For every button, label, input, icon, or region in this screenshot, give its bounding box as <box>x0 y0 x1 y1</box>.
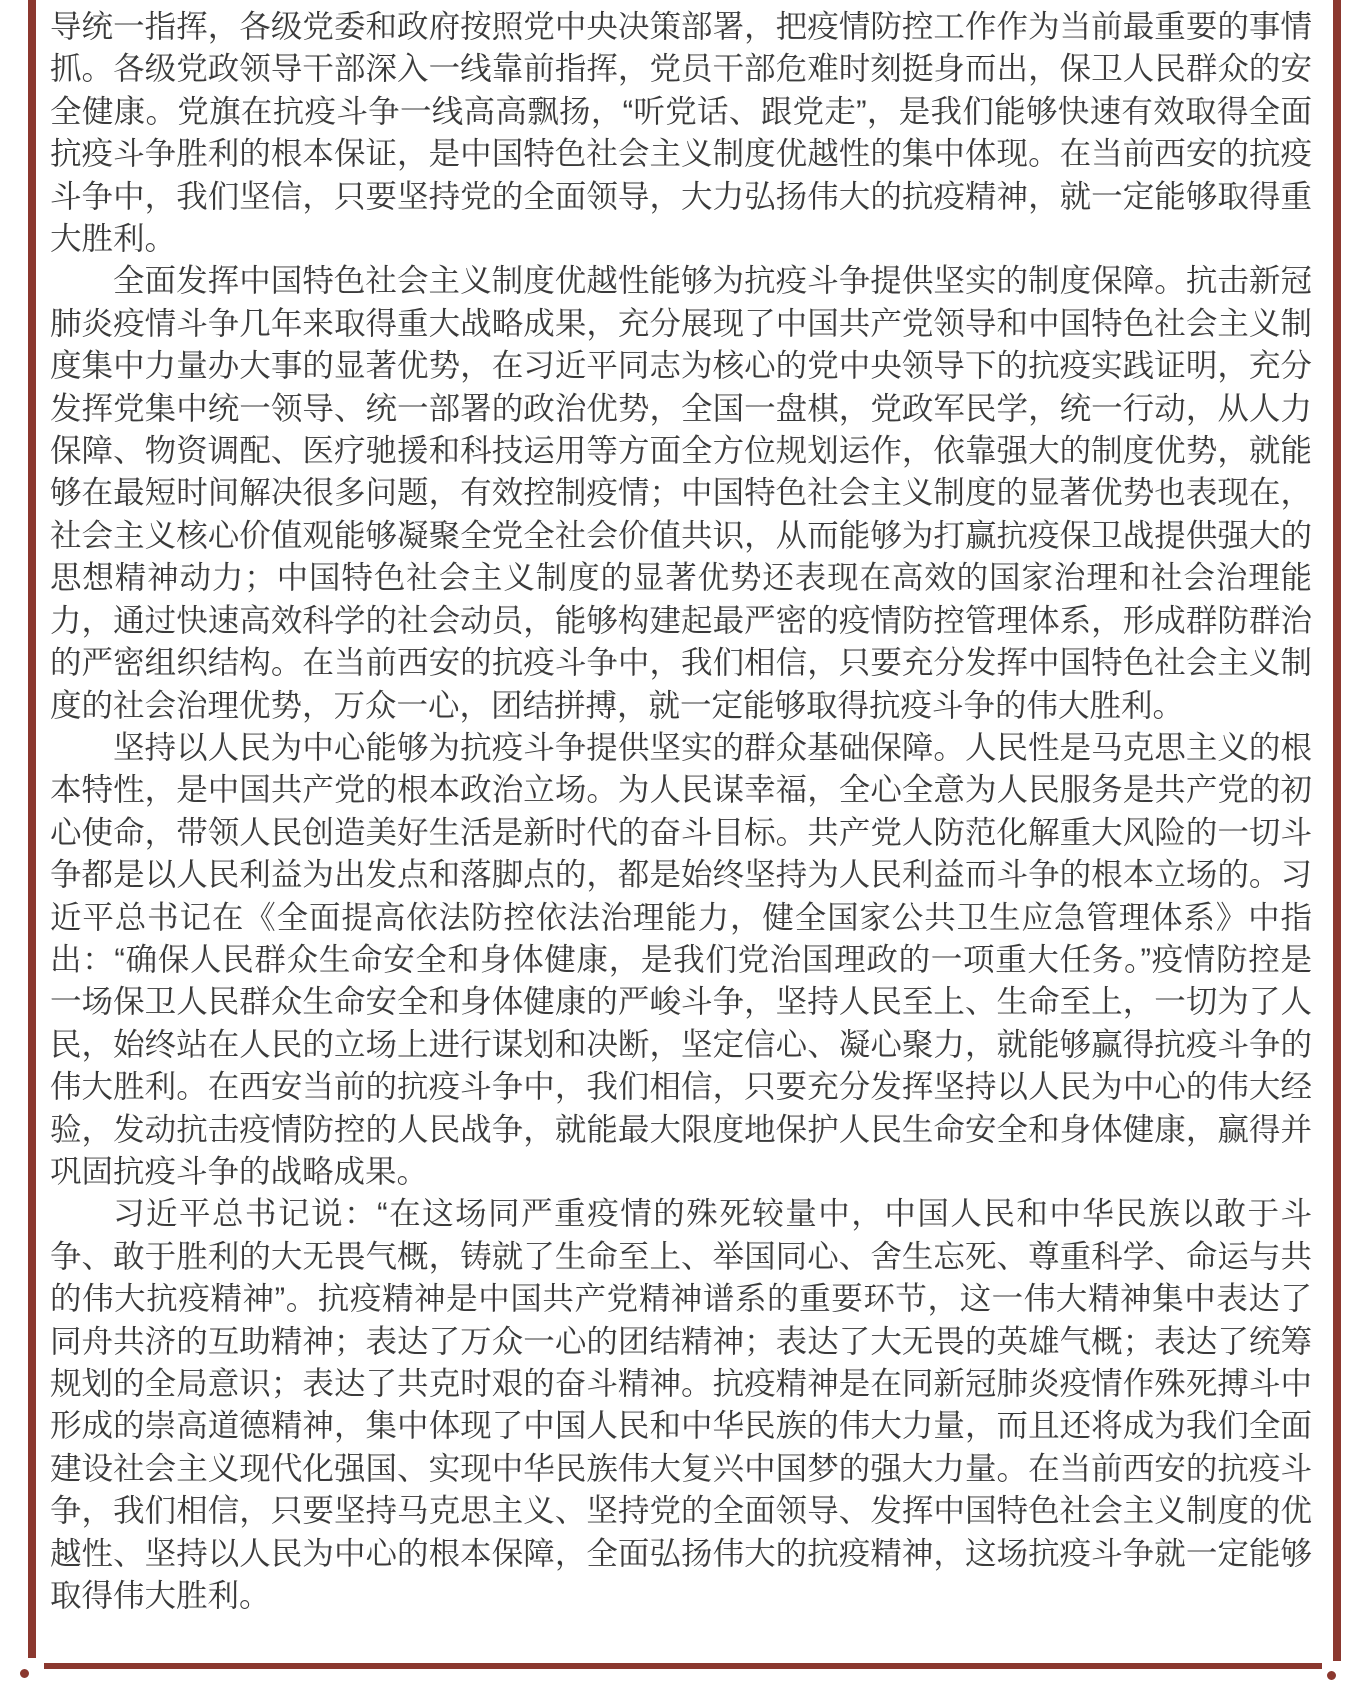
divider-dot-left <box>17 1666 32 1681</box>
article-paragraph: 习近平总书记说：“在这场同严重疫情的殊死较量中，中国人民和中华民族以敢于斗争、敢于胜利的大无畏气概，铸就了生命至上、举国同心、舍生忘死、尊重科学、命运与共的伟大抗疫精神”。抗疫精神是中国共产党精神谱系的重要环节，这一伟大精神集中表达了同舟共济的互助精神；表达了万众一心的团结精神；表达了大无畏的英雄气概；表达了统筹规划的全局意识；表达了共克时艰的奋斗精神。抗疫精神是在同新冠肺炎疫情作殊死搏斗中形成的崇高道德精神，集中体现了中国人民和中华民族的伟大力量，而且还将成为我们全面建设社会主义现代化强国、实现中华民族伟大复兴中国梦的强大力量。在当前西安的抗疫斗争，我们相信，只要坚持马克思主义、坚持党的全面领导、发挥中国特色社会主义制度的优越性、坚持以人民为中心的根本保障，全面弘扬伟大的抗疫精神，这场抗疫斗争就一定能够取得伟大胜利。 <box>50 1195 1312 1614</box>
divider-line <box>44 1663 1322 1669</box>
article-paragraph: 全面发挥中国特色社会主义制度优越性能够为抗疫斗争提供坚实的制度保障。抗击新冠肺炎疫情斗争几年来取得重大战略成果，充分展现了中国共产党领导和中国特色社会主义制度集中力量办大事的显著优势，在习近平同志为核心的党中央领导下的抗疫实践证明，充分发挥党集中统一领导、统一部署的政治优势，全国一盘棋，党政军民学，统一行动，从人力保障、物资调配、医疗驰援和科技运用等方面全方位规划运作，依靠强大的制度优势，就能够在最短时间解决很多问题，有效控制疫情；中国特色社会主义制度的显著优势也表现在，社会主义核心价值观能够凝聚全党全社会价值共识，从而能够为打赢抗疫保卫战提供强大的思想精神动力；中国特色社会主义制度的显著优势还表现在高效的国家治理和社会治理能力，通过快速高效科学的社会动员，能够构建起最严密的疫情防控管理体系，形成群防群治的严密组织结构。在当前西安的抗疫斗争中，我们相信，只要充分发挥中国特色社会主义制度的社会治理优势，万众一心，团结拼搏，就一定能够取得抗疫斗争的伟大胜利。 <box>50 262 1312 723</box>
divider-dot-right <box>1324 1668 1339 1683</box>
article-paragraph: 坚持以人民为中心能够为抗疫斗争提供坚实的群众基础保障。人民性是马克思主义的根本特性，是中国共产党的根本政治立场。为人民谋幸福，全心全意为人民服务是共产党的初心使命，带领人民创造美好生活是新时代的奋斗目标。共产党人防范化解重大风险的一切斗争都是以人民利益为出发点和落脚点的，都是始终坚持为人民利益而斗争的根本立场的。习近平总书记在《全面提高依法防控依法治理能力，健全国家公共卫生应急管理体系》中指出：“确保人民群众生命安全和身体健康，是我们党治国理政的一项重大任务。”疫情防控是一场保卫人民群众生命安全和身体健康的严峻斗争，坚持人民至上、生命至上，一切为了人民，始终站在人民的立场上进行谋划和决断，坚定信心、凝心聚力，就能够赢得抗疫斗争的伟大胜利。在西安当前的抗疫斗争中，我们相信，只要充分发挥坚持以人民为中心的伟大经验，发动抗击疫情防控的人民战争，就能最大限度地保护人民生命安全和身体健康，赢得并巩固抗疫斗争的战略成果。 <box>50 728 1312 1189</box>
article-paragraph: 导统一指挥，各级党委和政府按照党中央决策部署，把疫情防控工作作为当前最重要的事情抓。各级党政领导干部深入一线靠前指挥，党员干部危难时刻挺身而出，保卫人民群众的安全健康。党旗在抗疫斗争一线高高飘扬，“听党话、跟党走”，是我们能够快速有效取得全面抗疫斗争胜利的根本保证，是中国特色社会主义制度优越性的集中体现。在当前西安的抗疫斗争中，我们坚信，只要坚持党的全面领导，大力弘扬伟大的抗疫精神，就一定能够取得重大胜利。 <box>50 8 1312 257</box>
right-border-bar <box>1333 0 1341 1661</box>
left-border-bar <box>28 0 36 1658</box>
article-body <box>50 5 1312 1616</box>
